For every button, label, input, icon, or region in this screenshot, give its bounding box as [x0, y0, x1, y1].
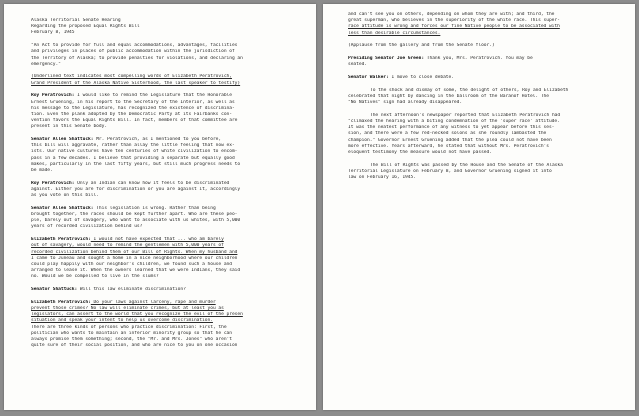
- note-line: (Underlined text indicates most compelling words of Elizabeth Peratrovich,: [31, 74, 232, 80]
- speaker-name: Presiding Senator Joe Green:: [348, 56, 425, 62]
- note-line: Grand President of the Alaska Native Sisterhood, the last speaker to testify): [31, 80, 241, 86]
- paragraph-line: arranged to lease it. When the owners learned that we were Indians, they said: [31, 268, 241, 274]
- paragraph-line: as you vote on this bill.: [31, 193, 99, 199]
- narrative-line: champion." Governor Ernest Gruening added that the plea could not have been: [348, 137, 552, 143]
- speaker-name: Roy Peratrovich:: [31, 180, 75, 186]
- act-text-line: emergency.": [31, 61, 61, 67]
- narrative-line: To the shock and dismay of some, the delight of others, Roy and Elizabeth: [370, 87, 569, 93]
- speaker-name: Senator Shattuck:: [31, 287, 78, 293]
- paragraph-line: this bill will aggravate, rather than allay the little feeling that now ex-: [31, 143, 235, 149]
- narrative-line: celebrated that night by dancing in the ballroom of the Baranof Hotel. The: [348, 93, 549, 99]
- left-page: [4, 4, 316, 410]
- narrative-line: Territorial Legislature on February 8, and Governor Gruening signed it into: [348, 168, 552, 174]
- paragraph-line: quite sure of their social position, and who are nice to you on one occasion: [31, 343, 238, 349]
- paragraph-line: race attitude is wrong and forces our fine Native people to be associated with: [348, 24, 560, 30]
- act-text-line: the Territory of Alaska; to provide penalties for violations, and declaring an: [31, 55, 243, 61]
- header-line: Alaska Territorial Senate Hearing: [31, 18, 121, 23]
- narrative-line: The next afternoon's newspaper reported that Elizabeth Peratrovich had: [370, 112, 561, 118]
- paragraph-line: Elizabeth Peratrovich: Do your laws against larceny, rape and murder: [31, 299, 216, 305]
- header-line: February 8, 1945: [31, 30, 75, 36]
- paragraph-line: brought together, the races should be kept further apart. Who are these peo-: [31, 212, 238, 218]
- paragraph-line: present in this Senate body.: [31, 124, 108, 130]
- speaker-name: Elizabeth Peratrovich:: [31, 299, 91, 305]
- narrative-line: "No Natives" sign had already disappeared.: [348, 100, 463, 106]
- paragraph-line: great superman, who believes in the superiority of the white race. This super-: [348, 18, 560, 24]
- narrative-line: eloquent testimony the measure would not have passed.: [348, 149, 492, 155]
- paragraph-line: pass in a few decades. I believe that providing a separate but equally good: [31, 155, 235, 161]
- paragraph-line: years of recorded civilization behind us?: [31, 224, 143, 230]
- paragraph-line: Roy Peratrovich: Only an Indian can know how it feels to be discriminated: [31, 180, 230, 186]
- speaker-name: Roy Peratrovich:: [31, 93, 75, 99]
- paragraph-line: Senator Walker: I move to close debate.: [348, 74, 454, 80]
- paragraph-line: Ernest Gruening, in his report to the Secretary of the Interior, as well as: [31, 99, 235, 105]
- act-text-line: and privileges in places of public accommodation within the jurisdiction of: [31, 49, 235, 55]
- paragraph-line: There are three kinds of persons who practice discrimination: First, the: [31, 324, 227, 330]
- applause-note: (Applause from the gallery and from the Senate floor.): [348, 43, 495, 49]
- header-line: Regarding the proposed Equal Rights Bill: [31, 24, 140, 30]
- paragraph-line: Senator Allen Shattuck: Mr. Peratrovich, as I mentioned to you before,: [31, 137, 222, 143]
- speaker-name: Senator Allen Shattuck:: [31, 137, 94, 143]
- narrative-line: The Bill of Rights was passed by the House and the Senate of the Alaska: [370, 162, 563, 168]
- paragraph-line: be made.: [31, 168, 53, 174]
- paragraph-line: Presiding Senator Joe Green: Thank you, Mrs. Peratrovich. You may be: [348, 56, 533, 62]
- paragraph-line: his message to the Legislature, has recognized the existence of discrimina-: [31, 105, 235, 111]
- narrative-line: It was the neatest performance of any witness to yet appear before this ses-: [348, 125, 555, 131]
- paragraph-line: always promise them something; second, the "Mr. and Mrs. Jones" who aren't: [31, 337, 232, 343]
- speaker-name: Senator Allen Shattuck:: [31, 205, 94, 211]
- right-page: [323, 4, 635, 410]
- narrative-line: sion, and there were a few red-necked solons as she roundly lambasted the: [348, 131, 547, 137]
- paragraph-line: I came to Juneau and sought a home in a nice neighborhood where our children: [31, 255, 238, 261]
- speaker-name: Senator Walker:: [348, 74, 389, 80]
- paragraph-line: makes, particularly in the last fifty years, but still much progress needs to: [31, 161, 241, 167]
- paragraph-line: Roy Peratrovich: I would like to remind the Legislature that the Honorable: [31, 93, 232, 99]
- paragraph-line: Senator Shattuck: Will this law eliminate discrimination?: [31, 287, 186, 293]
- paragraph-line: no. Would we be compelled to live in the slums?: [31, 274, 159, 280]
- paragraph-line: politician who wants to maintain an inferior minority group so that he can: [31, 330, 232, 336]
- paragraph-line: out of savagery, would need to remind the gentlemen with 5,000 years of: [31, 243, 224, 249]
- paragraph-line: legislators, can assert to the world that you recognize the evil of the presen: [31, 312, 243, 318]
- paragraph-line: ple, barely out of savagery, who want to associate with us whites, with 5,000: [31, 218, 241, 224]
- act-text-line: "An Act to provide for full and equal accommodations, advantages, facilities: [31, 43, 238, 49]
- narrative-line: "climaxed the hearing with a biting condemnation of the 'super race' attitude.: [348, 118, 560, 124]
- paragraph-line: situation and speak your intent to help us overcome discrimination.: [31, 318, 213, 324]
- paragraph-line: recorded civilization behind them of our Bill of Rights. When my husband and: [31, 249, 238, 255]
- paragraph-line: vention favors the Equal Rights Bill. In fact, members of that committee are: [31, 118, 238, 124]
- paragraph-line: less than desirable circumstances.: [348, 30, 441, 36]
- paragraph-line: could play happily with our neighbor's children, we found such a house and: [31, 262, 232, 267]
- paragraph-line: prevent those crimes? No law will eliminate crimes, but at least you as: [31, 306, 224, 312]
- paragraph-line: tion. Even the plank adopted by the Democratic Party at its Fairbanks con-: [31, 111, 232, 117]
- paragraph-line: Senator Allen Shattuck: This legislation is wrong. Rather than being: [31, 205, 216, 211]
- paragraph-line: ists. Our native cultures have ten centuries of white civilization to encom-: [31, 149, 238, 155]
- paragraph-line: seated.: [348, 62, 368, 68]
- paragraph-line: and can't see you on others, depending on whom they are with; and third, the: [348, 12, 555, 17]
- narrative-line: law on February 16, 1945.: [348, 175, 416, 181]
- paragraph-line: against. Either you are for discrimination or you are against it, accordingly: [31, 186, 241, 192]
- paragraph-line: Elizabeth Peratrovich: I would not have expected that ... who am barely: [31, 237, 224, 243]
- narrative-line: more effective. Years afterward, he stated that without Mrs. Peratrovich's: [348, 143, 549, 149]
- speaker-name: Elizabeth Peratrovich:: [31, 237, 91, 243]
